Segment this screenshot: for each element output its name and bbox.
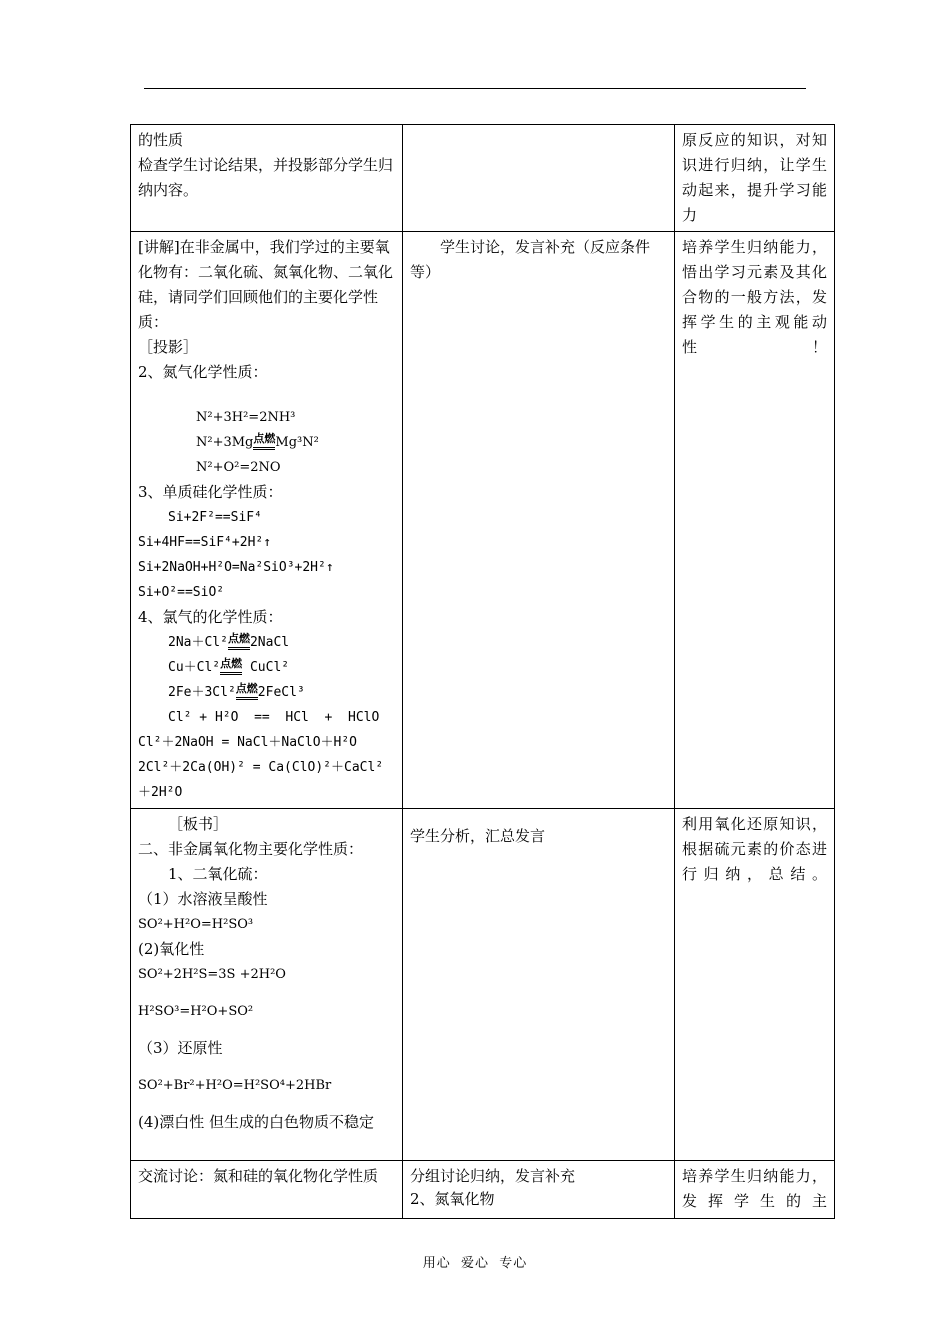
lecture-intro: [讲解]在非金属中，我们学过的主要氧化物有：二氧化硫、氮氧化物、二氧化硅，请同学们回顾他们的主要化学性质： — [138, 238, 394, 331]
equation: N²+O²=2NO — [196, 460, 281, 475]
lesson-plan-table — [130, 124, 835, 1219]
property-label: （1）水溶液呈酸性 — [138, 890, 268, 908]
equation: H²SO³=H²O+SO² — [138, 1004, 254, 1019]
board-label: ［板书］ — [168, 815, 229, 833]
teacher-activity-cell — [131, 232, 403, 809]
header-rule — [144, 88, 806, 89]
equation: SO²+H²O=H²SO³ — [138, 917, 254, 932]
table-row — [131, 809, 835, 1161]
cell-text: 利用氧化还原知识，根据硫元素的价态进行归纳，总结。 — [682, 815, 827, 883]
cell-text: 的性质 — [138, 131, 184, 149]
student-activity-cell — [403, 809, 675, 1161]
equation: 2Na＋Cl²点燃2NaCl — [168, 632, 290, 650]
equation: Si+2NaOH+H²O=Na²SiO³+2H²↑ — [138, 560, 334, 575]
ignition-condition: 点燃 — [236, 683, 258, 700]
table-row — [131, 232, 835, 809]
cell-text: 培养学生归纳能力，悟出学习元素及其化合物的一般方法，发挥学生的主观能动性！ — [682, 238, 827, 356]
equation: SO²+2H²S=3S +2H²O — [138, 967, 286, 982]
page-footer: 用心 爱心 专心 — [422, 1256, 528, 1271]
teacher-activity-cell — [131, 809, 403, 1161]
cell-text: 原反应的知识，对知识进行归纳，让学生动起来，提升学习能力 — [682, 131, 827, 224]
equation: N²+3Mg点燃Mg³N² — [196, 432, 319, 450]
cell-text: 分组讨论归纳，发言补充 — [410, 1167, 576, 1185]
student-activity-cell — [403, 1161, 675, 1219]
nitrogen-title: 2、氮气化学性质： — [138, 363, 268, 381]
ignition-condition: 点燃 — [228, 633, 250, 650]
cell-text: 学生分析，汇总发言 — [410, 827, 546, 845]
design-intent-cell — [675, 125, 835, 232]
table-row — [131, 1161, 835, 1219]
student-activity-cell — [403, 232, 675, 809]
equation: N²+3H²=2NH³ — [196, 410, 296, 425]
projection-label: ［投影］ — [138, 338, 199, 356]
equation: Cl²＋2NaOH = NaCl＋NaClO＋H²O — [138, 735, 358, 750]
equation: 2Fe＋3Cl²点燃2FeCl³ — [168, 682, 305, 700]
cell-text: 学生讨论，发言补充（反应条件等） — [410, 238, 651, 281]
equation: Si+O²==SiO² — [138, 585, 225, 600]
equation: 2Cl²＋2Ca(OH)² = Ca(ClO)²＋CaCl² — [138, 760, 384, 775]
property-label: (4)漂白性 但生成的白色物质不稳定 — [138, 1113, 375, 1131]
table-row — [131, 125, 835, 232]
property-label: (2)氧化性 — [138, 940, 205, 958]
ignition-condition: 点燃 — [220, 658, 242, 675]
design-intent-cell — [675, 232, 835, 809]
equation: Cl² + H²O == HCl + HClO — [168, 710, 380, 725]
cell-text: 2、氮氧化物 — [410, 1190, 495, 1208]
teacher-activity-cell — [131, 1161, 403, 1219]
silicon-title: 3、单质硅化学性质： — [138, 483, 283, 501]
equation: Si+2F²==SiF⁴ — [168, 510, 262, 525]
design-intent-cell — [675, 1161, 835, 1219]
design-intent-cell — [675, 809, 835, 1161]
equation: Cu＋Cl²点燃 CuCl² — [168, 657, 290, 675]
cell-text: 交流讨论：氮和硅的氧化物化学性质 — [138, 1167, 379, 1185]
ignition-condition: 点燃 — [253, 433, 275, 450]
equation: SO²+Br²+H²O=H²SO⁴+2HBr — [138, 1078, 332, 1093]
cell-text: 检查学生讨论结果，并投影部分学生归纳内容。 — [138, 156, 394, 199]
equation: ＋2H²O — [138, 785, 183, 800]
subheading: 1、二氧化硫： — [168, 865, 268, 883]
equation: Si+4HF==SiF⁴+2H²↑ — [138, 535, 272, 550]
student-activity-cell — [403, 125, 675, 232]
property-label: （3）还原性 — [138, 1039, 223, 1057]
cell-text: 培养学生归纳能力， 发挥学生的主 — [682, 1167, 827, 1210]
chlorine-title: 4、氯气的化学性质： — [138, 608, 283, 626]
teacher-activity-cell — [131, 125, 403, 232]
section-heading: 二、非金属氧化物主要化学性质： — [138, 840, 364, 858]
